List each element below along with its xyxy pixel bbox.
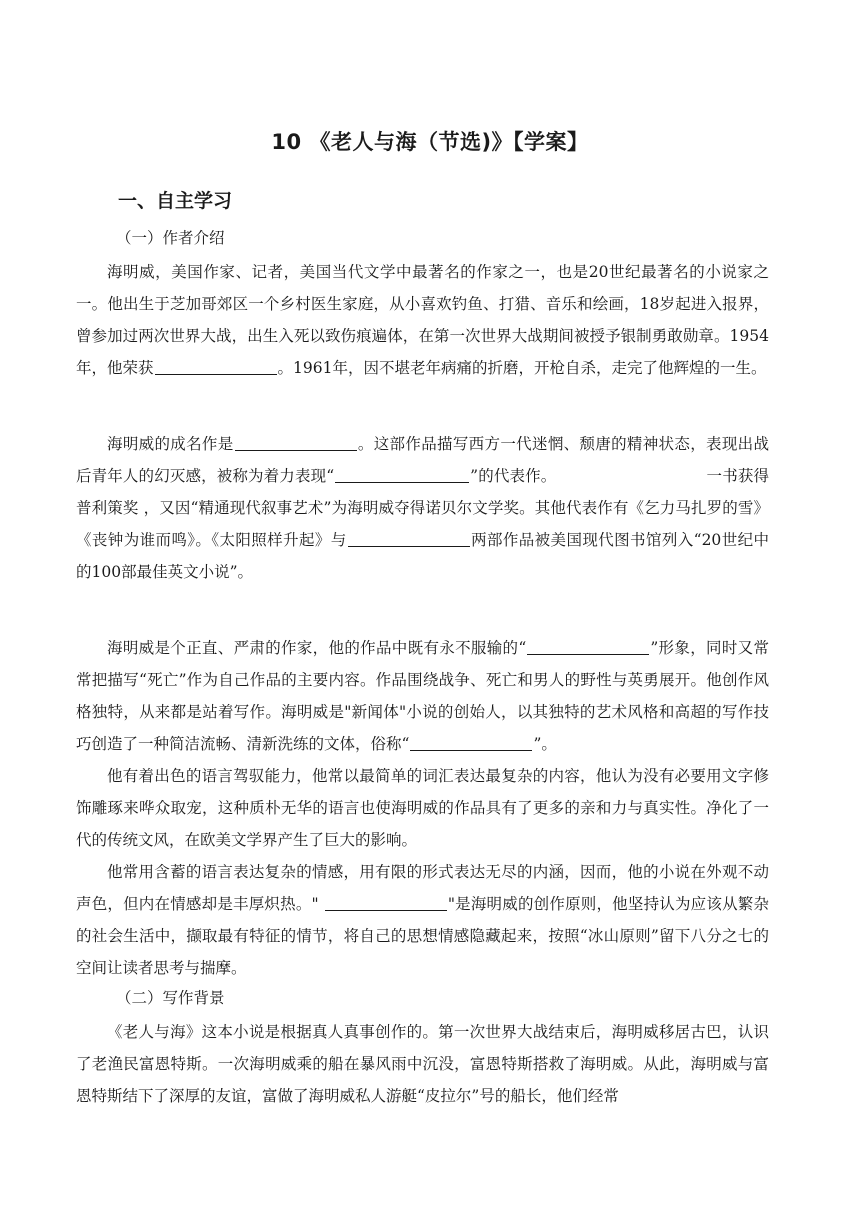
text-segment: 海明威，美国作家、记者，美国当代文学中最著名的作家之一，也是20世纪最著名的小说家之一。他出生于芝加哥郊区一个乡村医生家庭，从小喜欢钓鱼、打猎、音乐和绘画，18岁起进入报界，曾参加过两次世界大战，出生入死以致伤痕遍体，在第一次世界大战期间被授予银制勇敢勋章。1954年，他荣获 [76, 263, 769, 377]
text-segment: ”。 [533, 735, 557, 753]
paragraph-major-works [76, 428, 769, 588]
text-segment: 海明威是个正直、严肃的作家，他的作品中既有永不服输的“ [107, 639, 527, 657]
fill-blank-other-work[interactable] [348, 530, 470, 547]
paragraph-style [76, 632, 769, 760]
text-segment: 他常用含蓄的语言表达复杂的情感，用有限的形式表达无尽的内涵，因而，他的小说在外观不动声色，但内在情感却是丰厚炽热。" [76, 863, 769, 913]
section-heading-self-study: 一、自主学习 [118, 190, 233, 212]
subheading-background: （二）写作背景 [116, 989, 225, 1007]
fill-blank-debut-work[interactable] [235, 434, 357, 451]
fill-blank-principle[interactable] [325, 894, 447, 911]
fill-blank-award[interactable] [155, 358, 277, 375]
fill-blank-hero-image[interactable] [527, 638, 649, 655]
paragraph-author-bio [76, 256, 769, 384]
paragraph-principle [76, 856, 769, 984]
text-segment: 两部作品被美国现代图书馆列入“20世纪中的100部最佳英文小说”。 [76, 531, 769, 581]
paragraph-background: 《老人与海》这本小说是根据真人真事创作的。第一次世界大战结束后，海明威移居古巴，认识了老渔民富恩特斯。一次海明威乘的船在暴风雨中沉没，富恩特斯搭救了海明威。从此，海明威与富恩特斯结下了深厚的友谊，富做了海明威私人游艇“皮拉尔”号的船长，他们经常 [76, 1023, 769, 1105]
paragraph-language: 他有着出色的语言驾驭能力，他常以最简单的词汇表达最复杂的内容，他认为没有必要用文字修饰雕琢来哗众取宠，这种质朴无华的语言也使海明威的作品具有了更多的亲和力与真实性。净化了一代的传统文风，在欧美文学界产生了巨大的影响。 [76, 767, 769, 849]
fill-blank-style-name[interactable] [410, 734, 532, 751]
text-segment: 。1961年，因不堪老年病痛的折磨，开枪自杀，走完了他辉煌的一生。 [277, 359, 767, 377]
subheading-author-intro: （一）作者介绍 [116, 229, 225, 247]
text-segment: 一书获得普利策奖 ，又因“精通现代叙事艺术”为海明威夺得诺贝尔文学奖。其他代表作有《乞力马扎罗的雪》《丧钟为谁而鸣》。《太阳照样升起》与 [76, 467, 769, 549]
page-title: 10 《老人与海（节选)》【学案】 [271, 130, 589, 154]
text-segment: ”的代表作。 [470, 467, 557, 485]
text-segment: 。这部作品描写西方一代迷惘、颓唐的精神状态，表现出战后青年人的幻灭感，被称为着力表现“ [76, 435, 769, 485]
text-segment: ”形象，同时又常常把描写“死亡”作为自己作品的主要内容。作品围绕战争、死亡和男人的野性与英勇展开。他创作风格独特，从来都是站着写作。海明威是"新闻体"小说的创始人，以其独特的艺术风格和高超的写作技巧创造了一种简洁流畅、清新洗练的文体，俗称“ [76, 639, 769, 753]
fill-blank-generation[interactable] [335, 466, 469, 483]
text-segment: 海明威的成名作是 [107, 435, 234, 453]
text-segment: "是海明威的创作原则，他坚持认为应该从繁杂的社会生活中，撷取最有特征的情节，将自己的思想情感隐藏起来，按照“冰山原则”留下八分之七的空间让读者思考与揣摩。 [76, 895, 769, 977]
